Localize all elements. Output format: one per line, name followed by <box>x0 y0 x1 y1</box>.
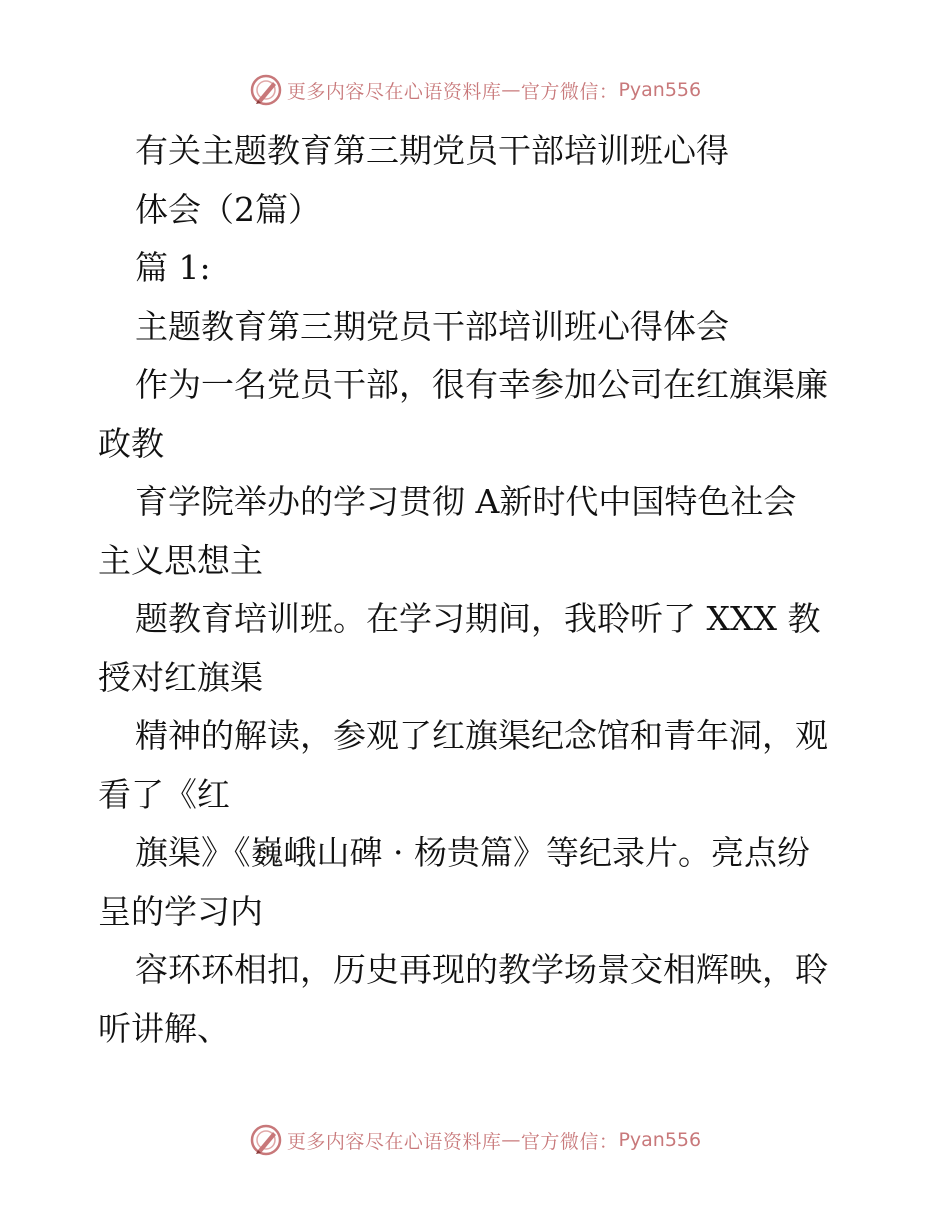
paragraph-line: 政教 <box>98 423 164 463</box>
doc-title-line-2: 体会（2篇） <box>135 189 321 229</box>
header-separator: — <box>501 79 521 101</box>
header-wechat-label: 官方微信： <box>520 80 619 103</box>
footer-site-text: 更多内容尽在心语资料库 <box>286 1130 502 1153</box>
pen-logo-icon <box>249 1123 283 1157</box>
header-site-text: 更多内容尽在心语资料库 <box>286 80 502 103</box>
paragraph-line: 主义思想主 <box>98 540 263 580</box>
paragraph-line: 精神的解读，参观了红旗渠纪念馆和青年洞，观 <box>135 716 828 755</box>
paragraph-line: 育学院举办的学习贯彻 A新时代中国特色社会 <box>135 482 797 521</box>
paragraph-line: 呈的学习内 <box>98 891 263 931</box>
paragraph-line: 听讲解、 <box>98 1008 230 1048</box>
paragraph-line: 容环环相扣，历史再现的教学场景交相辉映，聆 <box>135 950 828 989</box>
paragraph-line: 作为一名党员干部，很有幸参加公司在红旗渠廉 <box>135 365 828 404</box>
footer-wechat-label: 官方微信： <box>520 1130 619 1153</box>
paragraph-line: 看了《红 <box>98 774 230 814</box>
footer-wechat-id: Pyan556 <box>618 1129 702 1151</box>
pen-logo-icon <box>249 73 283 107</box>
header-wechat-id: Pyan556 <box>618 79 702 101</box>
footer-watermark <box>0 1122 950 1158</box>
section-heading: 篇 1: <box>135 248 211 287</box>
paragraph-line: 旗渠》《巍峨山碑 · 杨贵篇》等纪录片。亮点纷 <box>135 833 810 872</box>
document-body <box>98 122 878 1058</box>
footer-separator: — <box>501 1129 521 1151</box>
paragraph-line: 题教育培训班。在学习期间，我聆听了 XXX 教 <box>135 599 821 638</box>
section-title: 主题教育第三期党员干部培训班心得体会 <box>135 306 729 346</box>
doc-title-line-1: 有关主题教育第三期党员干部培训班心得 <box>135 131 729 170</box>
paragraph-line: 授对红旗渠 <box>98 657 263 697</box>
header-watermark <box>0 72 950 108</box>
